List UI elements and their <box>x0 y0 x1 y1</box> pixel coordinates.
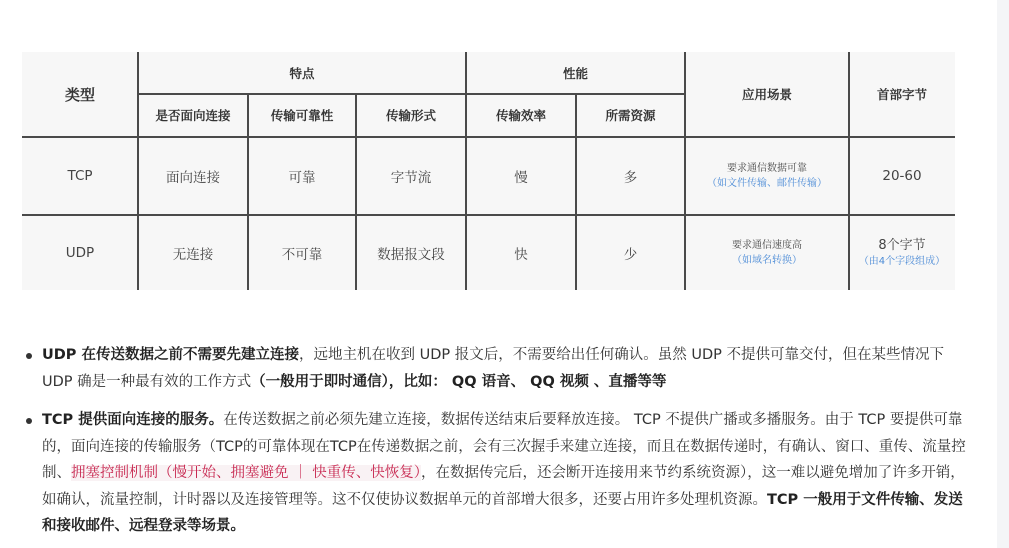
scenario-text: 要求通信数据可靠 <box>727 163 807 174</box>
udp-text: ，远地主机在收到 UDP 报文后，不需要给出任何确认。虽然 UDP 不提供可靠交付，但在某些情况下 UDP 确是一种最有效的工作方式 <box>42 347 944 390</box>
list-item-udp <box>24 342 974 395</box>
row-udp-efficiency: 快 <box>514 247 528 263</box>
subheader-efficiency: 传输效率 <box>495 108 546 123</box>
row-tcp-type: TCP <box>67 168 93 184</box>
tcp-text-2: ，在数据传完后，还会断开连接用来节约系统资源），这一难以避免增加了许多开销，如确认，流量控制，计时器以及连接管理等。这不仅使协议数据单元的首部增大很多，还要占用许多处理机资源。 <box>42 465 965 508</box>
header-scenario: 应用场景 <box>741 87 792 102</box>
row-tcp-scenario <box>685 138 849 214</box>
udp-bold-tail: （一般用于即时通信），比如： QQ 语音、 QQ 视频 、直播等等 <box>251 373 667 390</box>
subheader-connection: 是否面向连接 <box>155 108 231 123</box>
table-divider <box>465 52 467 290</box>
list-item-tcp <box>24 407 974 540</box>
table-divider <box>138 93 685 95</box>
header-bytes-value: 20-60 <box>882 168 922 184</box>
header-bytes-note: （由4个字段组成） <box>858 256 946 267</box>
row-udp-reliability: 不可靠 <box>281 247 323 263</box>
scenario-note: （如文件传输、邮件传输） <box>707 178 827 189</box>
tcp-text-1: 在传送数据之前必须先建立连接，数据传送结束后要释放连接。 TCP 不提供广播或多播服务。由于 TCP 要提供可靠的，面向连接的传输服务（TCP的可靠体现在TCP在传递数据之前，会有三次握手来建立连接，而且在数据传递时，有确认、窗口、重传、流量控制、 <box>42 412 966 481</box>
tcp-bold-lead: TCP 提供面向连接的服务。 <box>42 412 224 428</box>
bullet-icon <box>26 418 32 424</box>
row-udp-type: UDP <box>65 245 95 261</box>
tcp-bold-tail: TCP 一般用于文件传输、发送和接收邮件、远程登录等场景。 <box>42 491 963 534</box>
subheader-form: 传输形式 <box>385 108 436 123</box>
row-tcp-connection: 面向连接 <box>166 170 220 186</box>
table-divider <box>22 214 955 216</box>
scenario-text: 要求通信速度高 <box>732 240 802 251</box>
row-udp-resources: 少 <box>623 247 638 263</box>
scenario-note: （如域名转换） <box>732 255 802 266</box>
subheader-reliability: 传输可靠性 <box>270 108 334 123</box>
table-divider <box>22 136 955 138</box>
subheader-resources: 所需资源 <box>605 108 656 123</box>
header-bytes: 首部字节 <box>876 87 927 102</box>
header-type: 类型 <box>64 85 95 104</box>
row-udp-form: 数据报文段 <box>377 247 445 263</box>
tcp-udp-comparison-table <box>22 52 955 290</box>
header-bytes-value: 8个字节 <box>878 238 926 253</box>
row-tcp-resources: 多 <box>623 170 638 186</box>
row-udp-scenario <box>685 216 849 290</box>
table-divider <box>848 52 850 290</box>
row-tcp-reliability: 可靠 <box>288 170 316 186</box>
row-udp-header-bytes <box>849 216 955 290</box>
udp-bold-lead: UDP 在传送数据之前不需要先建立连接 <box>42 347 299 363</box>
header-performance: 性能 <box>562 66 588 81</box>
row-tcp-form: 字节流 <box>390 170 432 186</box>
table-divider <box>575 94 577 290</box>
table-divider <box>684 52 686 290</box>
table-divider <box>137 52 139 290</box>
tcp-highlight: 拥塞控制机制（慢开始、拥塞避免 ｜ 快重传、快恢复） <box>71 465 421 481</box>
bullet-icon <box>26 353 32 359</box>
row-tcp-efficiency: 慢 <box>514 170 528 186</box>
table-divider <box>247 94 249 290</box>
scrollbar-track[interactable] <box>997 0 1009 548</box>
header-features: 特点 <box>289 66 315 81</box>
row-tcp-header-bytes <box>849 138 955 214</box>
row-udp-connection: 无连接 <box>172 247 214 263</box>
table-divider <box>355 94 357 290</box>
protocol-notes-list <box>24 342 974 540</box>
